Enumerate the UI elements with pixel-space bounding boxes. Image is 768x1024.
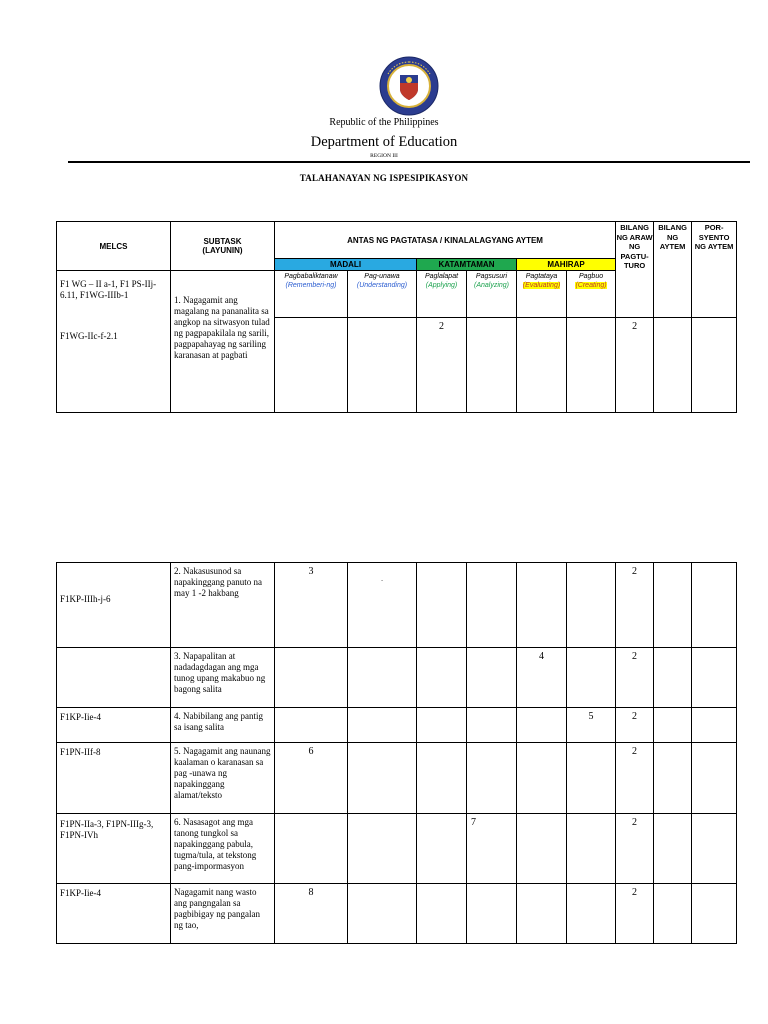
subtask-cell: 6. Nasasagot ang mga tanong tungkol sa napakinggang pabula, tugma/tula, at tekstong pang-impormasyon [171,814,275,884]
level-en: (Rememberi-ng) [285,282,337,289]
item-cell [517,743,567,814]
porsyento-cell [692,708,737,743]
table-row [57,743,737,814]
item-cell [567,814,616,884]
band-katamtaman: KATAMTAMAN [417,259,517,271]
item-cell [348,884,417,944]
subtask-cell: 4. Nabibilang ang pantig sa isang salita [171,708,275,743]
melcs-text: F1 WG – II a-1, F1 PS-IIj-6.11, F1WG-IIIb-1 [60,279,157,300]
item-cell: 3 [275,563,348,648]
item-cell [417,708,467,743]
item-cell [417,648,467,708]
item-cell [517,708,567,743]
item-cell [348,743,417,814]
item-cell [517,884,567,944]
araw-cell: 2 [616,708,654,743]
item-cell [567,318,616,413]
aytem-cell [654,318,692,413]
item-cell [417,884,467,944]
melcs-cell: F1PN-IIa-3, F1PN-IIIg-3, F1PN-IVh [57,814,171,884]
item-cell [467,708,517,743]
level-remembering [275,271,348,318]
item-cell: 8 [275,884,348,944]
item-cell [275,648,348,708]
item-cell [275,318,348,413]
spec-table-page1 [56,221,737,413]
header-melcs: MELCS [57,222,171,271]
item-cell [467,563,517,648]
subtask-text: 1. Nagagamit ang magalang na pananalita sa angkop na sitwasyon tulad ng pagpapakilala ng sarili, pagpapahayag ng sariling karanasan at pagbati [174,295,270,360]
melcs-cell [57,648,171,708]
aytem-cell [654,648,692,708]
item-cell [348,708,417,743]
level-tl: Pagbuo [578,273,604,280]
level-applying [417,271,467,318]
subtask-cell: 2. Nakasusunod sa napakinggang panuto na may 1 -2 hakbang [171,563,275,648]
aytem-cell [654,814,692,884]
level-en: (Evaluating) [522,282,561,289]
item-cell [275,814,348,884]
araw-cell: 2 [616,563,654,648]
subtask-cell: 5. Nagagamit ang naunang kaalaman o karanasan sa pag -unawa ng napakinggang alamat/teksto [171,743,275,814]
level-en: (Creating) [575,282,607,289]
region-label: REGION III [370,153,398,159]
item-cell: · [348,563,417,648]
item-cell [467,884,517,944]
item-cell [467,743,517,814]
araw-cell: 2 [616,814,654,884]
republic-line: Republic of the Philippines [329,117,439,128]
band-mahirap: MAHIRAP [517,259,616,271]
band-madali: MADALI [275,259,417,271]
porsyento-cell [692,648,737,708]
level-analyzing [467,271,517,318]
item-cell [275,708,348,743]
level-tl: Pagtataya [525,273,558,280]
header-antas: ANTAS NG PAGTATASA / KINALALAGYANG AYTEM [275,222,616,259]
level-evaluating [517,271,567,318]
item-cell: 6 [275,743,348,814]
header-rule [68,161,750,163]
melcs-cell: F1KP-Iie-4 [57,708,171,743]
item-cell [517,563,567,648]
porsyento-cell [692,563,737,648]
aytem-cell [654,743,692,814]
aytem-cell [654,563,692,648]
level-creating [567,271,616,318]
table-row [57,708,737,743]
table-row [57,884,737,944]
item-cell [567,648,616,708]
level-en: (Applying) [425,282,458,289]
porsyento-cell [692,814,737,884]
item-cell [567,884,616,944]
level-en: (Understanding) [356,282,408,289]
porsyento-cell [692,318,737,413]
melcs-cell: F1KP-Iie-4 [57,884,171,944]
table-row [57,563,737,648]
level-tl: Pagbabaliktanaw [284,273,338,280]
item-cell [567,743,616,814]
porsyento-cell [692,884,737,944]
level-tl: Pagsusuri [475,273,508,280]
header-bilang-aytem: BILANG NG AYTEM [654,222,692,318]
level-en: (Analyzing) [473,282,509,289]
item-cell [517,814,567,884]
subtask-cell [171,271,275,413]
item-cell: 5 [567,708,616,743]
item-cell: 2 [417,318,467,413]
subtask-cell: 3. Napapalitan at nadadagdagan ang mga tunog upang makabuo ng bagong salita [171,648,275,708]
araw-cell: 2 [616,648,654,708]
araw-cell: 2 [616,884,654,944]
item-cell [467,318,517,413]
header-subtask: SUBTASK (LAYUNIN) [171,222,275,271]
melcs-cell: F1KP-IIIh-j-6 [57,563,171,648]
item-cell [467,648,517,708]
spec-table-page2 [56,562,737,944]
document-title: TALAHANAYAN NG ISPESIPIKASYON [299,173,469,183]
level-tl: Pag-unawa [364,273,400,280]
item-cell: 7 [467,814,517,884]
deped-seal-icon [379,56,439,116]
header-porsyento: POR-SYENTO NG AYTEM [692,222,737,318]
aytem-cell [654,708,692,743]
melcs-text: F1WG-IIc-f-2.1 [60,331,118,341]
aytem-cell [654,884,692,944]
item-cell [348,318,417,413]
araw-cell: 2 [616,318,654,413]
item-cell [567,563,616,648]
item-cell [348,648,417,708]
item-cell [417,814,467,884]
level-understanding [348,271,417,318]
item-cell: 4 [517,648,567,708]
melcs-cell: F1PN-IIf-8 [57,743,171,814]
table-row [57,648,737,708]
department-name: Department of Education [310,134,458,150]
subtask-cell: Nagagamit nang wasto ang pangngalan sa pagbibigay ng pangalan ng tao, [171,884,275,944]
araw-cell: 2 [616,743,654,814]
level-tl: Paglalapat [424,273,459,280]
item-cell [517,318,567,413]
porsyento-cell [692,743,737,814]
item-cell [417,743,467,814]
table-row [57,814,737,884]
item-cell [348,814,417,884]
melcs-cell [57,271,171,413]
item-cell [417,563,467,648]
header-bilang-araw: BILANG NG ARAW NG PAGTU-TURO [616,222,654,318]
